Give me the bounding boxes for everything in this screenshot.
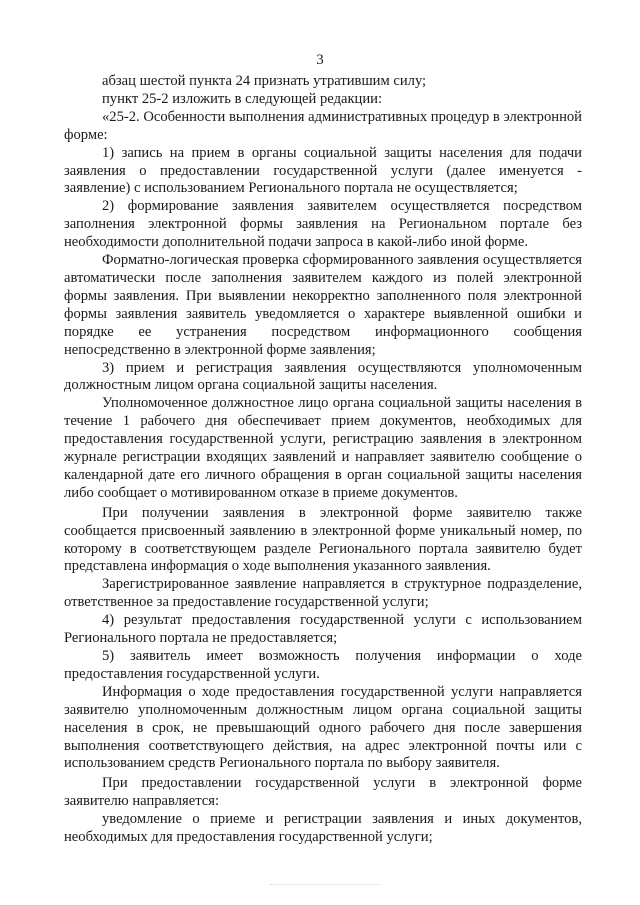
page-footer-mark: [270, 884, 380, 895]
paragraph: 3) прием и регистрация заявления осуществляются уполномоченным должностным лицом органа социальной защиты населения.: [64, 359, 582, 394]
paragraph: 5) заявитель имеет возможность получения информации о ходе предоставления государственной услуги.: [64, 648, 582, 682]
paragraph: Зарегистрированное заявление направляется в структурное подразделение, ответственное за предоставление государственной услуги;: [64, 576, 582, 611]
paragraph: уведомление о приеме и регистрации заявления и иных документов, необходимых для предоставления государственной услуги;: [64, 811, 582, 846]
paragraph: «25-2. Особенности выполнения административных процедур в электронной форме:: [64, 108, 582, 143]
paragraph: 2) формирование заявления заявителем осуществляется посредством заполнения электронной формы заявления на Региональном портале без необходимости дополнительной подачи запроса в какой-либо иной форме.: [64, 198, 582, 251]
paragraph: пункт 25-2 изложить в следующей редакции:: [102, 90, 383, 107]
paragraph: Уполномоченное должностное лицо органа социальной защиты населения в течение 1 рабочего дня обеспечивает прием документов, необходимых для предоставления государственной услуги, регистрацию заявления в электронном журнале регистрации входящих заявлений и направляет заявителю сообщение о календарной дате его личного обращения в орган социальной защиты населения либо сообщает о мотивированном отказе в приеме документов.: [64, 395, 582, 501]
paragraph: Информация о ходе предоставления государственной услуги направляется заявителю уполномоченным должностным лицом органа социальной защиты населения в срок, не превышающий одного рабочего дня после завершения выполнения соответствующего действия, на адрес электронной почты или с использованием средств Регионального портала по выбору заявителя.: [64, 683, 582, 772]
paragraph: 1) запись на прием в органы социальной защиты населения для подачи заявления о предоставлении государственной услуги (далее именуется - заявление) с использованием Регионального портала не осуществляется;: [64, 144, 582, 197]
document-body: [64, 73, 582, 847]
paragraph: При предоставлении государственной услуги в электронной форме заявителю направляется:: [64, 775, 582, 810]
page-number: 3: [316, 52, 324, 68]
paragraph: абзац шестой пункта 24 признать утратившим силу;: [102, 73, 427, 89]
paragraph: Форматно-логическая проверка сформированного заявления осуществляется автоматически после заполнения заявителем каждого из полей электронной формы заявления. При выявлении некорректно заполненного поля электронной формы заявления заявитель уведомляется о характере выявленной ошибки и порядке ее устранения посредством информационного сообщения непосредственно в электронной форме заявления;: [64, 252, 582, 358]
paragraph: 4) результат предоставления государственной услуги с использованием Регионального портала не предоставляется;: [64, 612, 582, 647]
paragraph: При получении заявления в электронной форме заявителю также сообщается присвоенный заявлению в электронной форме уникальный номер, по которому в соответствующем разделе Регионального портала заявителю будет представлена информация о ходе выполнения указанного заявления.: [64, 504, 582, 575]
